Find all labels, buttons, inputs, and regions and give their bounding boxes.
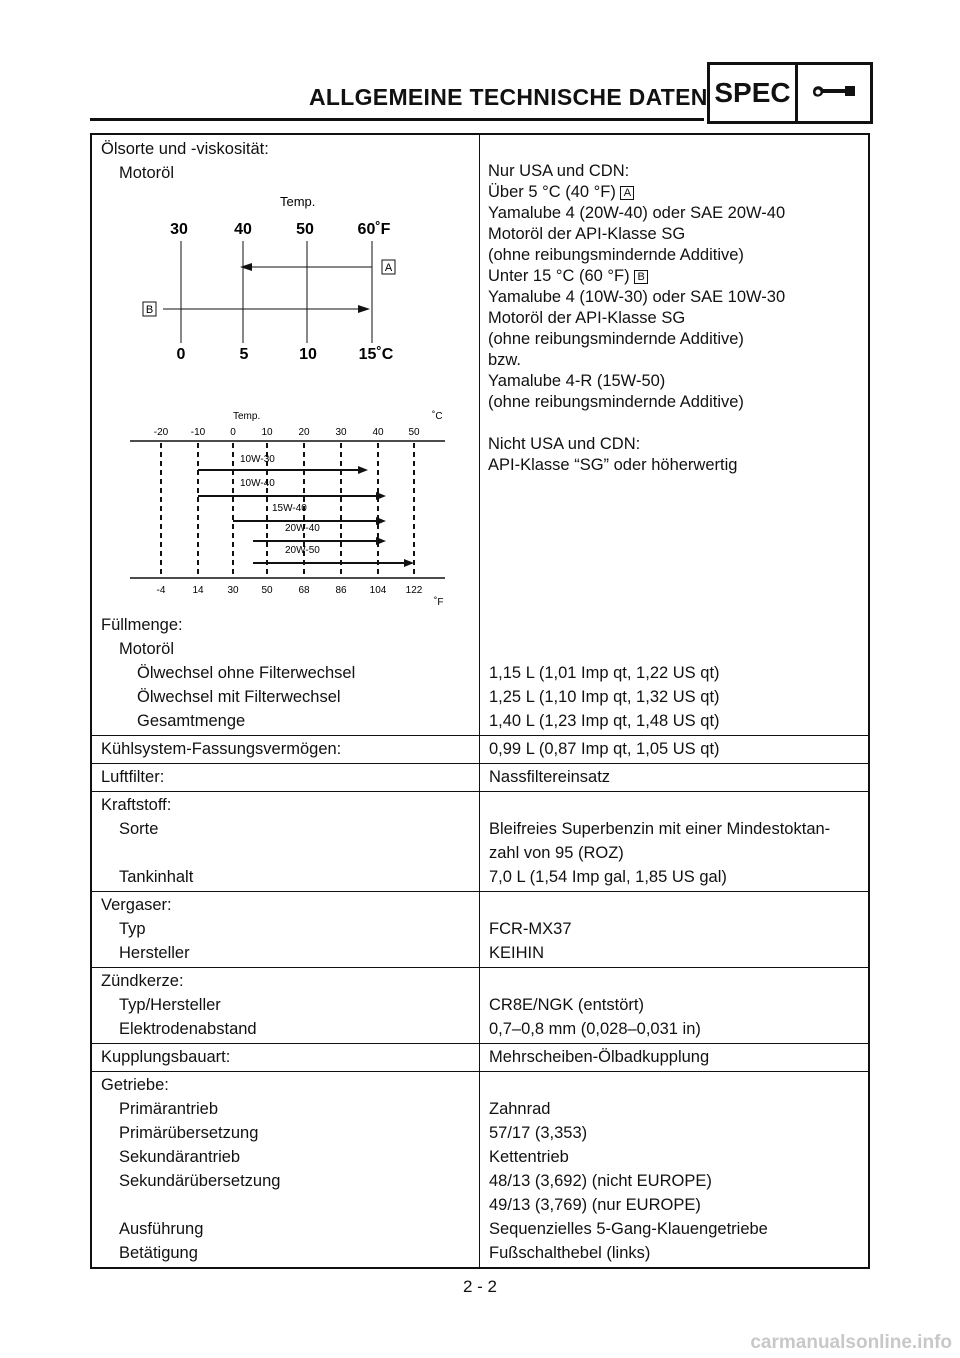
spec-value: 49/13 (3,769) (nur EUROPE) bbox=[489, 1196, 701, 1214]
spec-row bbox=[92, 941, 868, 965]
oil-line: Yamalube 4-R (15W-50) bbox=[488, 372, 666, 390]
temp-chart-1 bbox=[132, 187, 432, 362]
spec-label: Sekundärübersetzung bbox=[119, 1172, 281, 1190]
spec-row bbox=[92, 685, 868, 709]
chart2-grade-label: 10W-30 bbox=[240, 454, 275, 465]
chart2-grade-arrowhead bbox=[404, 559, 414, 567]
spec-row bbox=[92, 841, 868, 865]
chart2-grade-label: 15W-40 bbox=[272, 503, 307, 514]
spec-value: 0,7–0,8 mm (0,028–0,031 in) bbox=[489, 1020, 701, 1038]
spec-row bbox=[92, 865, 868, 889]
spec-value: Nassfiltereinsatz bbox=[489, 768, 611, 786]
chart2-f-tick: 50 bbox=[261, 585, 273, 596]
spec-label: Motoröl bbox=[119, 640, 175, 658]
page-title: ALLGEMEINE TECHNISCHE DATEN bbox=[309, 84, 708, 110]
spec-section bbox=[92, 1043, 868, 1071]
chart1-top-tick: 40 bbox=[234, 221, 252, 238]
spec-label: Sekundärantrieb bbox=[119, 1148, 241, 1166]
oil-line bbox=[488, 182, 858, 203]
spec-value: Bleifreies Superbenzin mit einer Mindestoktan- bbox=[489, 820, 831, 838]
chart1-arrowhead-a bbox=[240, 263, 252, 271]
spec-value: 1,40 L (1,23 Imp qt, 1,48 US qt) bbox=[489, 712, 720, 730]
chart2-f-tick: 68 bbox=[298, 585, 310, 596]
spec-value: FCR-MX37 bbox=[489, 920, 572, 938]
spec-row bbox=[92, 917, 868, 941]
spec-section bbox=[92, 891, 868, 967]
spec-section bbox=[92, 763, 868, 791]
watermark: carmanualsonline.info bbox=[750, 1332, 952, 1353]
spec-row bbox=[92, 737, 868, 761]
spec-table bbox=[90, 133, 870, 1269]
chart1-top-tick: 60˚F bbox=[357, 221, 391, 238]
spec-label: Elektrodenabstand bbox=[119, 1020, 257, 1038]
chart2-c-tick: 30 bbox=[335, 427, 347, 438]
chart2-grade-arrowhead bbox=[358, 466, 368, 474]
oil-line bbox=[488, 266, 858, 287]
spec-label: Zündkerze: bbox=[101, 972, 184, 990]
spec-value: 1,25 L (1,10 Imp qt, 1,32 US qt) bbox=[489, 688, 720, 706]
spec-value: Mehrscheiben-Ölbadkupplung bbox=[489, 1048, 710, 1066]
oil-line-text: Unter 15 °C (60 °F) bbox=[488, 267, 635, 285]
chart2-c-tick: 10 bbox=[261, 427, 273, 438]
spec-label: Getriebe: bbox=[101, 1076, 169, 1094]
spec-value: 1,15 L (1,01 Imp qt, 1,22 US qt) bbox=[489, 664, 720, 682]
spec-label: Sorte bbox=[119, 820, 159, 838]
spec-label: Ölwechsel ohne Filterwechsel bbox=[137, 664, 356, 682]
oil-line: (ohne reibungsmindernde Additive) bbox=[488, 246, 744, 264]
spec-label: SPEC bbox=[710, 65, 798, 121]
spec-label: Typ/Hersteller bbox=[119, 996, 221, 1014]
chart2-f-tick: 122 bbox=[405, 585, 423, 596]
oil-line: Motoröl der API-Klasse SG bbox=[488, 225, 686, 243]
chart1-top-tick: 50 bbox=[296, 221, 314, 238]
chart2-c-tick: 20 bbox=[298, 427, 310, 438]
chart2-f-tick: 104 bbox=[369, 585, 387, 596]
chart2-c-tick: 0 bbox=[230, 427, 236, 438]
spec-label: Hersteller bbox=[119, 944, 190, 962]
oil-spec-text bbox=[488, 161, 858, 476]
spec-row bbox=[92, 661, 868, 685]
oil-line: Nur USA und CDN: bbox=[488, 162, 630, 180]
oil-line: (ohne reibungsmindernde Additive) bbox=[488, 393, 744, 411]
spec-value: Kettentrieb bbox=[489, 1148, 569, 1166]
chart1-bottom-tick: 0 bbox=[176, 346, 186, 362]
spec-row bbox=[92, 817, 868, 841]
spec-row bbox=[92, 1097, 868, 1121]
chart2-f-tick: -4 bbox=[156, 585, 166, 596]
spec-value bbox=[480, 1073, 868, 1097]
chart1-marker-b: B bbox=[145, 304, 154, 316]
spec-section bbox=[92, 791, 868, 891]
oil-line: Yamalube 4 (20W-40) oder SAE 20W-40 bbox=[488, 204, 786, 222]
spec-label: Betätigung bbox=[119, 1244, 198, 1262]
oil-line: API-Klasse “SG” oder höherwertig bbox=[488, 456, 738, 474]
spec-label: Füllmenge: bbox=[101, 616, 183, 634]
spec-value: 48/13 (3,692) (nicht EUROPE) bbox=[489, 1172, 712, 1190]
wrench-icon bbox=[798, 65, 870, 121]
chart1-bottom-tick: 5 bbox=[239, 346, 249, 362]
spec-label bbox=[92, 1193, 480, 1217]
oil-line: Yamalube 4 (10W-30) oder SAE 10W-30 bbox=[488, 288, 786, 306]
oil-line: bzw. bbox=[488, 351, 522, 369]
spec-row bbox=[92, 1193, 868, 1217]
spec-label: Primärübersetzung bbox=[119, 1124, 259, 1142]
spec-value bbox=[480, 637, 868, 661]
spec-section bbox=[92, 1071, 868, 1267]
spec-section bbox=[92, 612, 868, 735]
chart2-c-tick: 50 bbox=[408, 427, 420, 438]
chart2-grade-label: 20W-50 bbox=[285, 545, 320, 556]
spec-value: CR8E/NGK (entstört) bbox=[489, 996, 644, 1014]
marker-b: B bbox=[634, 270, 648, 284]
spec-value: Fußschalthebel (links) bbox=[489, 1244, 651, 1262]
spec-row bbox=[92, 1017, 868, 1041]
spec-row bbox=[92, 1217, 868, 1241]
spec-value bbox=[480, 893, 868, 917]
spec-label: Tankinhalt bbox=[119, 868, 194, 886]
spec-row bbox=[92, 1169, 868, 1193]
spec-section bbox=[92, 735, 868, 763]
oil-line: (ohne reibungsmindernde Additive) bbox=[488, 330, 744, 348]
oil-sub-label: Motoröl bbox=[119, 164, 175, 182]
chart1-title: Temp. bbox=[280, 194, 316, 209]
spec-row bbox=[92, 1045, 868, 1069]
spec-value: Zahnrad bbox=[489, 1100, 551, 1118]
spec-row bbox=[92, 1145, 868, 1169]
spec-value bbox=[480, 969, 868, 993]
spec-label: Ausführung bbox=[119, 1220, 204, 1238]
spec-value bbox=[480, 613, 868, 637]
chart1-arrowhead-b bbox=[358, 305, 370, 313]
spec-value: KEIHIN bbox=[489, 944, 545, 962]
page-number: 2 - 2 bbox=[462, 1277, 498, 1296]
chart1-bottom-tick: 10 bbox=[299, 346, 317, 362]
spec-label: Vergaser: bbox=[101, 896, 172, 914]
spec-value: 7,0 L (1,54 Imp gal, 1,85 US gal) bbox=[489, 868, 727, 886]
spec-row bbox=[92, 709, 868, 733]
spec-label: Luftfilter: bbox=[101, 768, 165, 786]
chart1-marker-a: A bbox=[384, 262, 393, 274]
spec-value bbox=[480, 793, 868, 817]
chart2-grade-arrowhead bbox=[376, 517, 386, 525]
spec-row bbox=[92, 637, 868, 661]
spec-value: 0,99 L (0,87 Imp qt, 1,05 US qt) bbox=[489, 740, 720, 758]
chart2-unit-c: ˚C bbox=[432, 411, 443, 422]
chart1-bottom-tick: 15˚C bbox=[358, 346, 394, 362]
spec-row bbox=[92, 1241, 868, 1265]
chart2-f-tick: 86 bbox=[335, 585, 347, 596]
oil-line: Motoröl der API-Klasse SG bbox=[488, 309, 686, 327]
spec-label: Kupplungsbauart: bbox=[101, 1048, 231, 1066]
spec-label bbox=[92, 841, 480, 865]
chart2-c-tick: -20 bbox=[153, 427, 169, 438]
chart2-unit-f: ˚F bbox=[434, 597, 444, 608]
spec-row bbox=[92, 993, 868, 1017]
spec-value: 57/17 (3,353) bbox=[489, 1124, 588, 1142]
marker-a: A bbox=[620, 186, 634, 200]
spec-label: Typ bbox=[119, 920, 146, 938]
oil-line-text: Über 5 °C (40 °F) bbox=[488, 183, 621, 201]
chart2-f-tick: 30 bbox=[227, 585, 239, 596]
oil-label: Ölsorte und -viskosität: bbox=[101, 140, 269, 158]
chart2-grade-arrowhead bbox=[376, 537, 386, 545]
chart2-title: Temp. bbox=[233, 411, 261, 422]
spec-label: Kraftstoff: bbox=[101, 796, 172, 814]
spec-label: Ölwechsel mit Filterwechsel bbox=[137, 688, 341, 706]
spec-value: Sequenzielles 5-Gang-Klauengetriebe bbox=[489, 1220, 768, 1238]
spec-row bbox=[92, 1073, 868, 1097]
oil-line bbox=[488, 413, 858, 434]
chart2-c-tick: 40 bbox=[372, 427, 384, 438]
spec-section bbox=[92, 967, 868, 1043]
spec-row bbox=[92, 969, 868, 993]
spec-row bbox=[92, 613, 868, 637]
spec-label: Kühlsystem-Fassungsvermögen: bbox=[101, 740, 342, 758]
chart2-f-tick: 14 bbox=[192, 585, 204, 596]
oil-section bbox=[92, 135, 868, 612]
spec-value: zahl von 95 (ROZ) bbox=[489, 844, 624, 862]
spec-label: Primärantrieb bbox=[119, 1100, 219, 1118]
spec-row bbox=[92, 1121, 868, 1145]
spec-label: Gesamtmenge bbox=[137, 712, 246, 730]
chart2-c-tick: -10 bbox=[190, 427, 206, 438]
spec-row bbox=[92, 793, 868, 817]
chart2-grade-arrowhead bbox=[376, 492, 386, 500]
spec-badge bbox=[707, 62, 873, 124]
chart2-grade-label: 20W-40 bbox=[285, 523, 320, 534]
spec-row bbox=[92, 765, 868, 789]
chart1-top-tick: 30 bbox=[170, 221, 188, 238]
chart2-grade-label: 10W-40 bbox=[240, 478, 275, 489]
title-underline bbox=[90, 118, 704, 121]
temp-chart-2 bbox=[122, 403, 462, 608]
oil-line: Nicht USA und CDN: bbox=[488, 435, 641, 453]
spec-row bbox=[92, 893, 868, 917]
